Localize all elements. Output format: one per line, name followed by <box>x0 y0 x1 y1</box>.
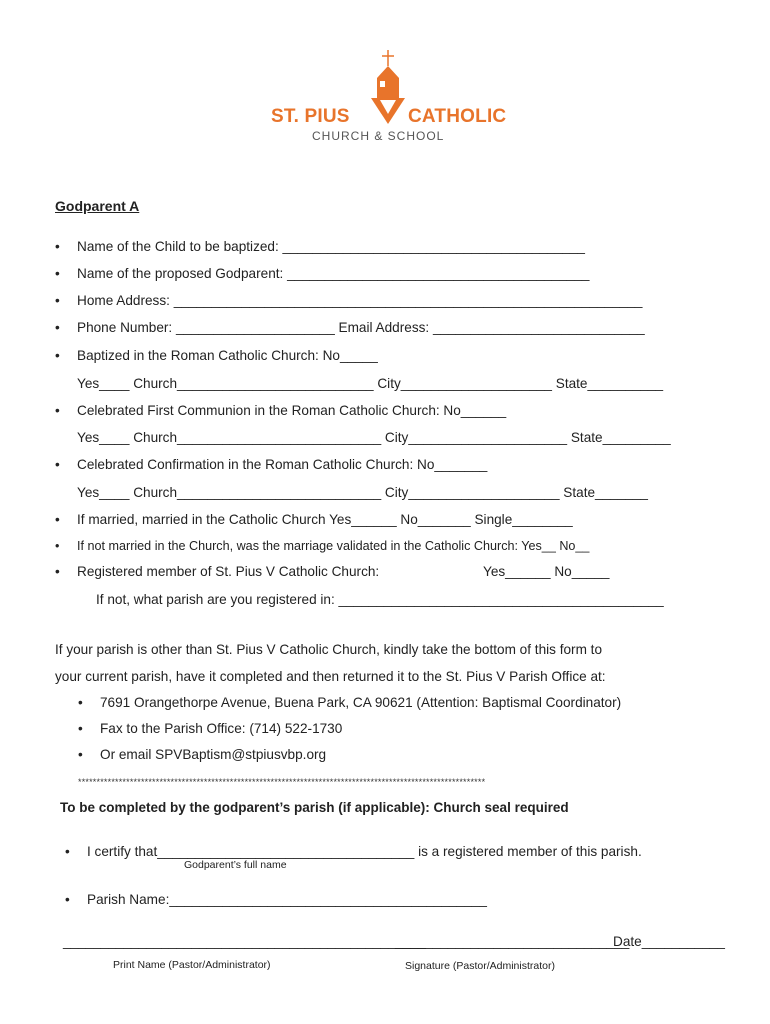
field-phone-email[interactable]: • Phone Number: _____________________ Email Address: ____________________________ <box>77 320 645 335</box>
logo-text-st-pius: ST. PIUS <box>271 106 350 127</box>
field-date[interactable]: Date___________ <box>613 934 725 949</box>
field-baptized[interactable]: • Baptized in the Roman Catholic Church: No_____ <box>77 348 378 363</box>
field-registered-member: • Registered member of St. Pius V Catholic Church: <box>77 564 379 579</box>
caption-godparent-full-name: Godparent’s full name <box>184 859 287 871</box>
field-godparent-name[interactable]: • Name of the proposed Godparent: ________________________________________ <box>77 266 590 281</box>
instructions-line-2: your current parish, have it completed and then returned it to the St. Pius V Parish Office at: <box>55 669 606 684</box>
field-home-address[interactable]: • Home Address: ______________________________________________________________ <box>77 293 642 308</box>
star-divider: ************************************************************************************************************** <box>78 777 486 787</box>
caption-print-name: Print Name (Pastor/Administrator) <box>113 959 271 971</box>
field-marriage-validated[interactable]: • If not married in the Church, was the marriage validated in the Catholic Church: Yes__ No__ <box>77 539 589 553</box>
section-heading: Godparent A <box>55 198 140 214</box>
field-registered-answer[interactable]: Yes______ No_____ <box>483 564 610 579</box>
field-confirmation[interactable]: • Celebrated Confirmation in the Roman Catholic Church: No_______ <box>77 457 487 472</box>
church-building-icon <box>368 48 408 128</box>
field-confirmation-details[interactable]: Yes____ Church___________________________ City____________________ State_______ <box>77 485 648 500</box>
logo-text-catholic: CATHOLIC <box>408 106 507 127</box>
field-child-name[interactable]: • Name of the Child to be baptized: ________________________________________ <box>77 239 585 254</box>
field-married[interactable]: • If married, married in the Catholic Church Yes______ No_______ Single________ <box>77 512 573 527</box>
parish-office-address: • 7691 Orangethorpe Avenue, Buena Park, CA 90621 (Attention: Baptismal Coordinator) <box>100 695 621 710</box>
field-other-parish[interactable]: If not, what parish are you registered in: ___________________________________________ <box>96 592 664 607</box>
parish-office-fax: • Fax to the Parish Office: (714) 522-1730 <box>100 721 342 736</box>
instructions-line-1: If your parish is other than St. Pius V Catholic Church, kindly take the bottom of this form to <box>55 642 603 657</box>
field-certify[interactable]: • I certify that__________________________________ is a registered member of this parish. <box>87 844 642 859</box>
field-baptized-details[interactable]: Yes____ Church__________________________ City____________________ State__________ <box>77 376 664 391</box>
field-parish-name[interactable]: • Parish Name:__________________________________________ <box>87 892 487 907</box>
parish-office-email[interactable]: • Or email SPVBaptism@stpiusvbp.org <box>100 747 326 762</box>
parish-section-title: To be completed by the godparent’s parish (if applicable): Church seal required <box>60 800 569 815</box>
print-name-line[interactable]: ________________________________________________ <box>63 934 426 949</box>
logo-subtitle: CHURCH & SCHOOL <box>312 129 445 143</box>
caption-signature: Signature (Pastor/Administrator) <box>405 960 555 972</box>
field-first-communion[interactable]: • Celebrated First Communion in the Roman Catholic Church: No______ <box>77 403 506 418</box>
signature-line[interactable]: _______________________________ <box>395 934 630 949</box>
field-first-communion-details[interactable]: Yes____ Church___________________________ City_____________________ State_________ <box>77 430 671 445</box>
